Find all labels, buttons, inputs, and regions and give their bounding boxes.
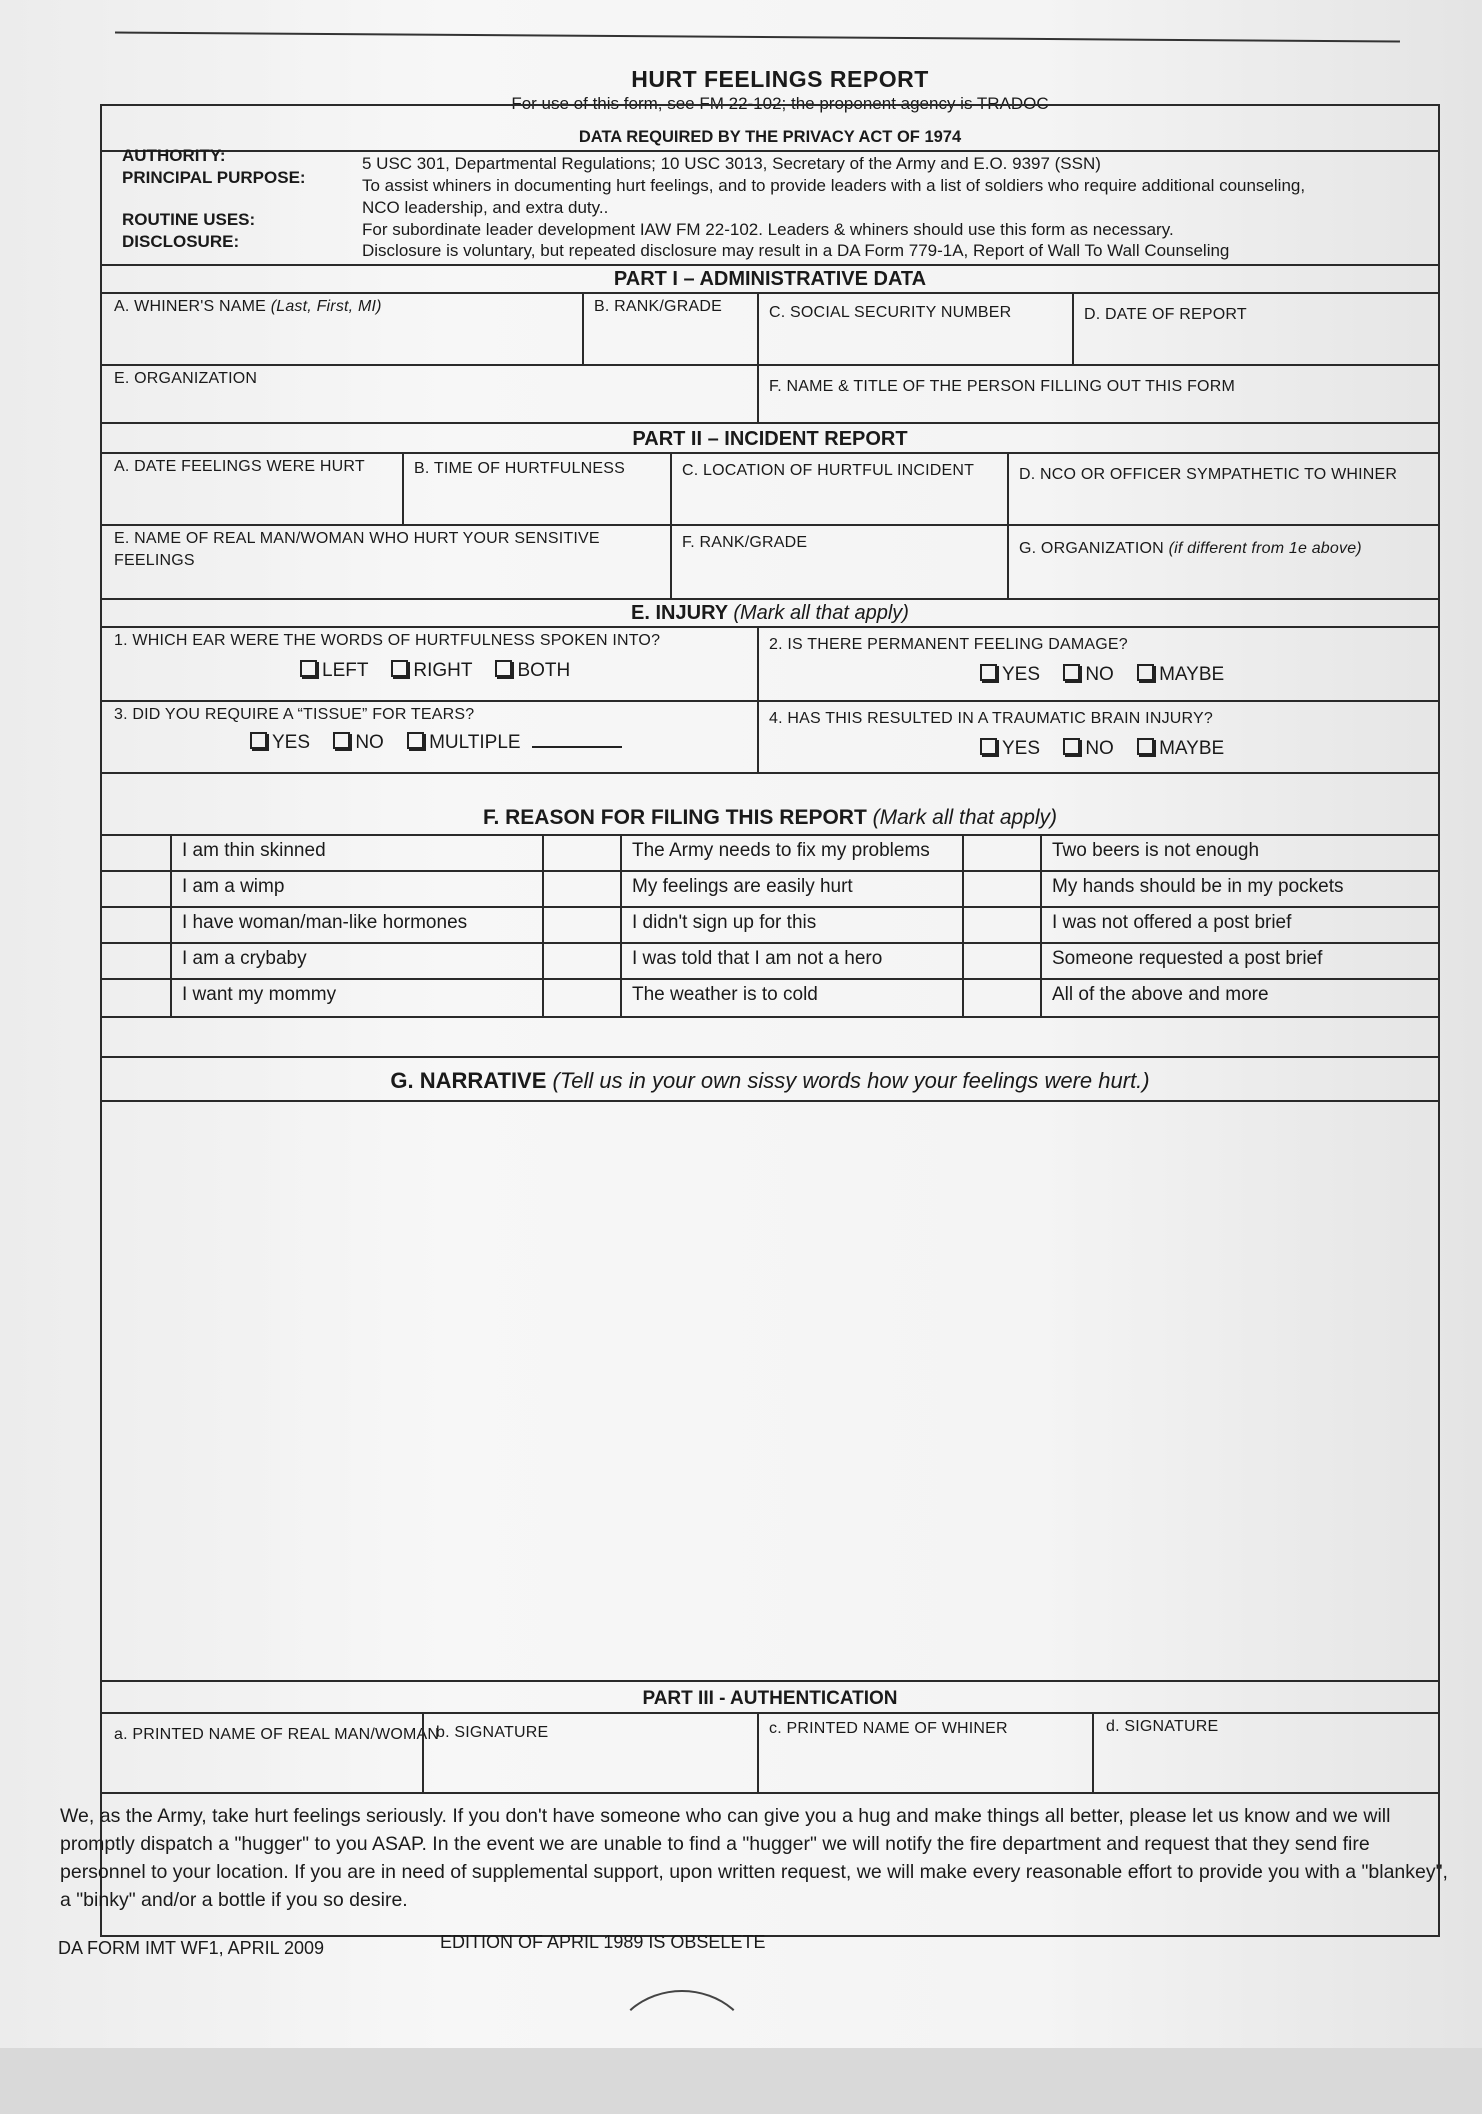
checkbox-maybe[interactable] <box>1137 738 1154 755</box>
privacy-heading: DATA REQUIRED BY THE PRIVACY ACT OF 1974 <box>578 128 962 146</box>
checkbox-yes[interactable] <box>980 738 997 755</box>
checkbox-yes[interactable] <box>980 664 997 681</box>
q1-options: LEFT RIGHT BOTH <box>282 660 570 682</box>
edition-note: EDITION OF APRIL 1989 IS OBSELETE <box>440 1932 766 1952</box>
checkbox-both[interactable] <box>495 660 512 677</box>
signature-field-1[interactable]: b. SIGNATURE <box>436 1724 549 1741</box>
real-name-field[interactable]: a. PRINTED NAME OF REAL MAN/WOMAN <box>114 1726 440 1743</box>
routine-label: ROUTINE USES: <box>122 210 256 229</box>
checkbox-no[interactable] <box>1063 664 1080 681</box>
reason-checkbox[interactable] <box>962 978 1040 1016</box>
signature-field-2[interactable]: d. SIGNATURE <box>1106 1718 1219 1735</box>
reason-text: I was not offered a post brief <box>1052 912 1292 933</box>
q3-tissue: 3. DID YOU REQUIRE A “TISSUE” FOR TEARS? <box>114 706 475 723</box>
reason-checkbox[interactable] <box>962 834 1040 870</box>
form-frame <box>100 104 1440 1937</box>
reason-checkbox[interactable] <box>102 834 170 870</box>
q1-which-ear: 1. WHICH EAR WERE THE WORDS OF HURTFULNESS SPOKEN INTO? <box>114 632 661 649</box>
form-title: HURT FEELINGS REPORT <box>631 66 929 92</box>
hurter-name-field-line2: FEELINGS <box>114 552 195 569</box>
purpose-value-2: NCO leadership, and extra duty.. <box>362 198 609 217</box>
hugger-policy-note: We, as the Army, take hurt feelings seriously. If you don't have someone who can give you a hug and make things all better, please let us know and we will promptly dispatch a "hugger" to you ASAP. In the event we are unable to find a "hugger" we will notify the fire department and request that they send fire personnel to your location. If you are in need of supplemental support, upon written request, we will make every reasonable effort to provide you with a "blankey", a "binky" and/or a bottle if you so desire. <box>60 1805 1448 1911</box>
hurter-organization-field: G. ORGANIZATION (if different from 1e above) <box>1019 540 1362 557</box>
time-hurt-field[interactable]: B. TIME OF HURTFULNESS <box>414 460 625 477</box>
purpose-label: PRINCIPAL PURPOSE: <box>122 168 306 187</box>
q3-options: YES NO MULTIPLE <box>232 732 622 754</box>
reason-text: Two beers is not enough <box>1052 840 1260 861</box>
reason-text: My hands should be in my pockets <box>1052 876 1344 897</box>
reason-checkbox[interactable] <box>962 942 1040 978</box>
reason-text: I am a wimp <box>182 876 285 897</box>
q4-options: YES NO MAYBE <box>962 738 1224 760</box>
narrative-area[interactable] <box>102 1102 1438 1678</box>
reason-text: I am thin skinned <box>182 840 326 861</box>
part3-title: PART III - AUTHENTICATION <box>642 1688 898 1709</box>
authority-value: 5 USC 301, Departmental Regulations; 10 USC 3013, Secretary of the Army and E.O. 9397 (SSN) <box>362 154 1101 173</box>
date-of-report-field[interactable]: D. DATE OF REPORT <box>1084 306 1247 323</box>
reason-text: The weather is to cold <box>632 984 818 1005</box>
person-filling-field[interactable]: F. NAME & TITLE OF THE PERSON FILLING OUT THIS FORM <box>769 378 1235 395</box>
purpose-value-1: To assist whiners in documenting hurt feelings, and to provide leaders with a list of soldiers who require additional counseling, <box>362 176 1306 195</box>
reason-checkbox[interactable] <box>542 942 620 978</box>
reason-row <box>102 834 1438 870</box>
q4-brain-injury: 4. HAS THIS RESULTED IN A TRAUMATIC BRAIN INJURY? <box>769 710 1213 727</box>
location-field[interactable]: C. LOCATION OF HURTFUL INCIDENT <box>682 462 975 479</box>
reason-text: The Army needs to fix my problems <box>632 840 930 861</box>
checkbox-left[interactable] <box>300 660 317 677</box>
reason-checkbox[interactable] <box>542 906 620 942</box>
disclosure-value: Disclosure is voluntary, but repeated disclosure may result in a DA Form 779-1A, Report of Wall To Wall Counseling <box>362 241 1230 260</box>
reason-checkbox[interactable] <box>102 942 170 978</box>
date-hurt-field[interactable]: A. DATE FEELINGS WERE HURT <box>114 458 365 475</box>
disclosure-label: DISCLOSURE: <box>122 232 240 251</box>
reason-checkbox[interactable] <box>542 834 620 870</box>
reason-text: All of the above and more <box>1052 984 1269 1005</box>
reason-checkbox[interactable] <box>102 906 170 942</box>
reason-text: I didn't sign up for this <box>632 912 817 933</box>
reason-row <box>102 978 1438 1014</box>
top-rule <box>115 32 1400 43</box>
reason-text: I have woman/man-like hormones <box>182 912 468 933</box>
part2-title: PART II – INCIDENT REPORT <box>632 428 908 450</box>
narrative-title: G. NARRATIVE (Tell us in your own sissy words how your feelings were hurt.) <box>390 1068 1150 1093</box>
reason-text: I want my mommy <box>182 984 337 1005</box>
q2-options: YES NO MAYBE <box>962 664 1224 686</box>
reason-row <box>102 942 1438 978</box>
reason-checkbox[interactable] <box>962 906 1040 942</box>
reasons-title: F. REASON FOR FILING THIS REPORT (Mark all that apply) <box>482 806 1058 829</box>
reason-text: I was told that I am not a hero <box>632 948 883 969</box>
multiple-count-blank[interactable] <box>532 746 622 748</box>
reason-text: My feelings are easily hurt <box>632 876 853 897</box>
whiner-name-field[interactable]: A. WHINER'S NAME (Last, First, MI) <box>114 298 382 315</box>
reason-checkbox[interactable] <box>962 870 1040 906</box>
checkbox-yes[interactable] <box>250 732 267 749</box>
checkbox-maybe[interactable] <box>1137 664 1154 681</box>
form-id: DA FORM IMT WF1, APRIL 2009 <box>58 1938 325 1958</box>
organization-field[interactable]: E. ORGANIZATION <box>114 370 258 387</box>
authority-label: AUTHORITY: <box>122 146 226 165</box>
reason-checkbox[interactable] <box>102 978 170 1016</box>
sympathetic-nco-field[interactable]: D. NCO OR OFFICER SYMPATHETIC TO WHINER <box>1019 466 1398 483</box>
injury-title: E. INJURY (Mark all that apply) <box>631 602 909 624</box>
reason-text: I am a crybaby <box>182 948 307 969</box>
checkbox-multiple[interactable] <box>407 732 424 749</box>
ssn-field[interactable]: C. SOCIAL SECURITY NUMBER <box>769 304 1012 321</box>
paper-edge-mark <box>610 1990 754 2114</box>
checkbox-no[interactable] <box>1063 738 1080 755</box>
reason-text: Someone requested a post brief <box>1052 948 1323 969</box>
reason-grid <box>102 834 1438 1016</box>
q2-permanent-damage: 2. IS THERE PERMANENT FEELING DAMAGE? <box>769 636 1128 653</box>
hurter-name-field[interactable]: E. NAME OF REAL MAN/WOMAN WHO HURT YOUR SENSITIVE <box>114 530 600 547</box>
part1-title: PART I – ADMINISTRATIVE DATA <box>613 268 927 290</box>
whiner-printed-name-field[interactable]: c. PRINTED NAME OF WHINER <box>769 1720 1008 1737</box>
reason-checkbox[interactable] <box>542 870 620 906</box>
checkbox-right[interactable] <box>391 660 408 677</box>
reason-row <box>102 870 1438 906</box>
reason-row <box>102 906 1438 942</box>
rank-grade-field[interactable]: B. RANK/GRADE <box>594 298 722 315</box>
reason-checkbox[interactable] <box>102 870 170 906</box>
hurter-rank-field[interactable]: F. RANK/GRADE <box>682 534 808 551</box>
routine-value: For subordinate leader development IAW FM 22-102. Leaders & whiners should use this form as necessary. <box>362 220 1174 239</box>
reason-checkbox[interactable] <box>542 978 620 1016</box>
checkbox-no[interactable] <box>333 732 350 749</box>
form-subtitle: For use of this form, see FM 22-102; the proponent agency is TRADOC <box>511 94 1049 113</box>
